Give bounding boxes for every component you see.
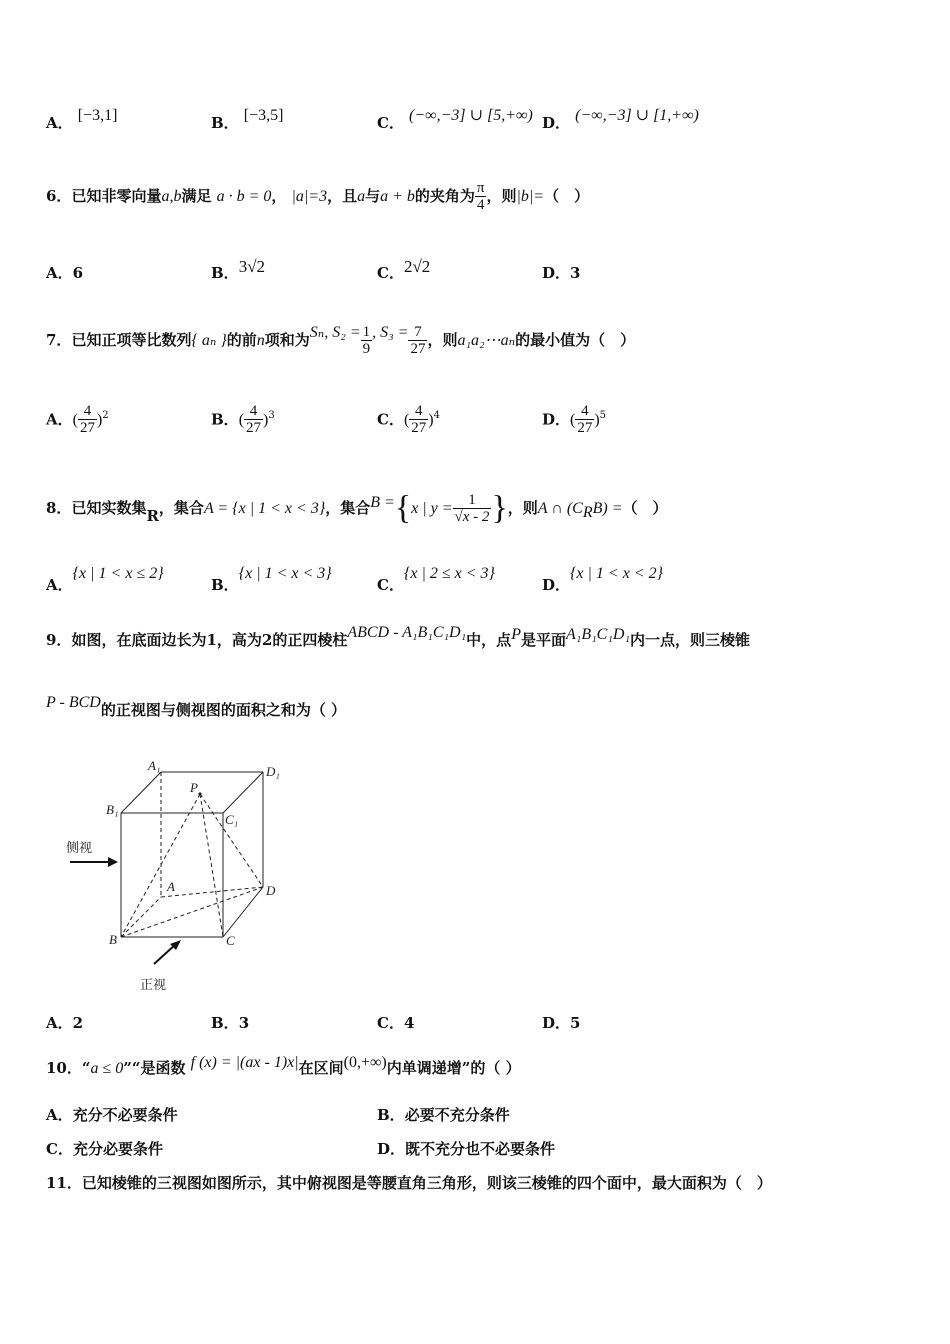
option-label: B． (211, 114, 239, 132)
option-label: A． (46, 114, 73, 132)
option-label: A． (46, 1106, 73, 1124)
question-text: 与 (365, 187, 381, 205)
fraction (361, 324, 373, 358)
label-c1: C₁ (225, 812, 239, 827)
q10-option-d (377, 1138, 555, 1159)
q9-option-a (46, 1012, 83, 1033)
math: A = {x | 1 < x < 3} (203, 500, 326, 517)
option-label: D． (542, 1014, 571, 1032)
option-label: B． (211, 576, 239, 594)
question-text: “ (81, 1059, 91, 1077)
fraction-numerator: 1 (362, 323, 371, 340)
label-c: C (226, 933, 235, 948)
option-label: A． (46, 1014, 73, 1032)
front-view-label: 正视 (140, 978, 167, 993)
math: ABCD - A₁B₁C₁D₁ (347, 624, 467, 641)
label-p: P (190, 780, 198, 795)
math: |b|= (516, 188, 545, 205)
q8-option-b (211, 562, 332, 594)
fraction (78, 403, 97, 437)
question-text: ，且 (327, 187, 358, 205)
q7-option-a: A．( $\frac{4}{27}$ )$^2$ (46, 402, 109, 437)
option-value: 3 (570, 264, 581, 282)
option-label: A． (46, 410, 73, 429)
question-text: 的正视图与侧视图的面积之和为（ ） (100, 701, 347, 719)
question-text: 的夹角为 (414, 187, 475, 205)
exponent: 2 (102, 410, 109, 421)
fraction (408, 324, 427, 358)
option-value: 3 (238, 1014, 250, 1032)
question-text: ， (271, 187, 287, 205)
option-value: {x | 1 < x ≤ 2} (72, 565, 164, 582)
option-label: A． (46, 576, 73, 594)
option-value: {x | 2 ≤ x < 3} (403, 565, 495, 582)
question-text: ，集合 (158, 499, 204, 517)
option-label: D． (542, 264, 571, 282)
question-number: 9． (46, 631, 72, 649)
q8-option-a (46, 562, 164, 594)
question-text: 内一点，则三棱锥 (630, 631, 751, 649)
label-d: D (266, 883, 276, 898)
q5-option-a (46, 107, 118, 133)
option-label: A． (46, 264, 73, 282)
fraction-denominator: 27 (246, 420, 262, 437)
fraction (453, 492, 492, 526)
fraction-denominator: 27 (79, 420, 95, 437)
option-label: D． (542, 410, 571, 429)
q10-option-a (46, 1104, 178, 1125)
math: a (357, 188, 366, 205)
question-text: 的前 (226, 331, 257, 349)
option-label: C． (377, 576, 404, 594)
q9-option-c (377, 1012, 414, 1033)
question-text: 在区间 (298, 1059, 344, 1077)
question-11: 11．已知棱锥的三视图如图所示，其中俯视图是等腰直角三角形，则该三棱锥的四个面中，最大面积为（ ） (46, 1174, 772, 1192)
option-label: B． (211, 1014, 239, 1032)
label-b1: B₁ (106, 802, 119, 817)
label-a1: A₁ (148, 758, 161, 773)
option-label: D． (377, 1140, 406, 1158)
q7-option-d: D．( $\frac{4}{27}$ )$^5$ (542, 402, 607, 437)
question-text: 满足 (181, 187, 212, 205)
fraction-denominator: 27 (411, 420, 427, 437)
q6-option-c (377, 256, 431, 282)
option-label: C． (377, 410, 404, 429)
option-value: 5 (570, 1014, 581, 1032)
option-value: [−3,1] (77, 107, 118, 124)
exponent: 3 (268, 410, 275, 421)
option-value: [−3,5] (243, 107, 284, 124)
math: a,b (161, 188, 182, 205)
option-label: C． (377, 1014, 404, 1032)
q7-option-c: C．( $\frac{4}{27}$ )$^4$ (377, 402, 440, 437)
option-label: C． (377, 114, 404, 132)
question-text: 已知正项等比数列 (71, 331, 192, 349)
question-10 (46, 1050, 521, 1087)
option-value: 既不充分也不必要条件 (405, 1140, 556, 1158)
question-text: ，则 (427, 331, 458, 349)
q9-option-b (211, 1012, 249, 1033)
math: x | y = (411, 500, 453, 517)
question-text: （ ） (544, 187, 590, 205)
question-text: 中，点 (466, 631, 512, 649)
fraction (244, 403, 263, 437)
option-label: D． (542, 576, 571, 594)
fraction-denominator: 27 (410, 341, 426, 357)
fraction-numerator: π (476, 179, 485, 196)
question-text: 是平面 (520, 631, 566, 649)
question-text: 如图，在底面边长为1，高为2的正四棱柱 (71, 631, 348, 649)
fraction-numerator: 4 (575, 403, 594, 421)
fraction-numerator: 7 (408, 324, 427, 342)
math: a ≤ 0 (90, 1060, 124, 1077)
question-text: 的最小值为（ ） (515, 331, 636, 349)
math: a + b (380, 188, 415, 205)
question-number: 7． (46, 331, 72, 349)
option-value: {x | 1 < x < 3} (238, 565, 332, 582)
q6-option-d (542, 262, 580, 283)
fraction (409, 403, 428, 437)
math-subscript: R (582, 504, 593, 522)
question-text: ，集合 (325, 499, 371, 517)
q6-option-b (211, 256, 266, 282)
math: B) = (592, 500, 623, 517)
fraction-numerator: 4 (409, 403, 428, 421)
fraction-denominator: √x - 2 (454, 509, 490, 525)
math: R (146, 507, 159, 525)
math: , S₃ = (372, 324, 409, 341)
question-number: 10． (46, 1059, 82, 1077)
option-label: B． (211, 264, 239, 282)
math: A ∩ (C (537, 500, 583, 517)
q10-option-b (377, 1104, 510, 1125)
fraction (575, 403, 594, 437)
option-value: (−∞,−3] ∪ [5,+∞) (409, 107, 533, 124)
question-text: 已知实数集 (71, 499, 147, 517)
math: Sₙ, S₂ = (309, 324, 361, 341)
question-number: 6． (46, 187, 72, 205)
q10-option-c (46, 1138, 163, 1159)
question-8: 8．已知实数集R，集合A = {x | 1 < x < 3}，集合B ={x | y = $\frac{1}{√x - 2}$ }，则A ∩ $(C_RB)$ =（ ） (46, 489, 668, 527)
question-text: ，则 (507, 499, 538, 517)
fraction-numerator: 1 (453, 492, 492, 510)
option-value: {x | 1 < x < 2} (570, 565, 664, 582)
label-a: A (167, 879, 175, 894)
question-6 (46, 166, 589, 227)
math: a₁a₂⋯aₙ (457, 332, 516, 349)
question-9-line2 (46, 690, 346, 731)
fraction-numerator: 4 (244, 403, 263, 421)
option-label: D． (542, 114, 571, 132)
q9-option-d (542, 1012, 580, 1033)
label-b: B (109, 932, 117, 947)
math: A₁B₁C₁D₁ (565, 626, 631, 643)
math: B = (370, 494, 395, 511)
math: a · b = 0 (216, 188, 272, 205)
question-9-line1 (46, 620, 750, 661)
math: P (511, 626, 521, 643)
q5-option-d (542, 107, 699, 133)
option-value: 3√2 (238, 257, 266, 276)
option-label: C． (377, 264, 404, 282)
question-text: 内单调递增”的（ ） (386, 1059, 521, 1077)
option-value: 充分必要条件 (72, 1140, 163, 1158)
option-value: 充分不必要条件 (72, 1106, 178, 1124)
option-label: B． (377, 1106, 405, 1124)
exponent: 4 (433, 410, 440, 421)
option-label: C． (46, 1140, 73, 1158)
option-value: 2 (72, 1014, 84, 1032)
side-view-label: 侧视 (66, 841, 93, 856)
exponent: 5 (599, 410, 607, 421)
q8-option-c (377, 562, 495, 594)
question-7 (46, 310, 635, 371)
option-label: B． (211, 410, 239, 429)
math: { aₙ } (191, 332, 227, 349)
question-number: 8． (46, 499, 72, 517)
question-text: ”“是函数 (123, 1059, 186, 1077)
q5-option-c (377, 107, 533, 133)
question-text: ，则 (486, 187, 517, 205)
option-value: (−∞,−3] ∪ [1,+∞) (575, 107, 699, 124)
option-value: 4 (403, 1014, 415, 1032)
fraction-denominator: 4 (476, 197, 485, 213)
q6-option-a (46, 262, 83, 283)
prism-figure (60, 752, 300, 997)
label-d1: D₁ (266, 764, 280, 779)
question-text: （ ） (622, 499, 668, 517)
q8-option-d (542, 562, 664, 594)
fraction-denominator: 27 (577, 420, 593, 437)
question-text: 已知非零向量 (71, 187, 162, 205)
option-value: 6 (72, 264, 84, 282)
fraction (475, 180, 487, 214)
fraction-numerator: 4 (78, 403, 97, 421)
option-value: 2√2 (403, 257, 431, 276)
q7-option-b: B．( $\frac{4}{27}$ )$^3$ (211, 402, 275, 437)
option-value: 必要不充分条件 (404, 1106, 510, 1124)
question-text: 项和为 (264, 331, 310, 349)
q5-option-b (211, 107, 284, 133)
math: |a|=3 (291, 188, 328, 205)
math: f (x) = |(ax - 1)x| (190, 1054, 299, 1071)
math: (0,+∞) (343, 1054, 387, 1071)
fraction-denominator: 9 (362, 341, 371, 357)
math: n (256, 332, 265, 349)
math: P - BCD (46, 694, 101, 711)
